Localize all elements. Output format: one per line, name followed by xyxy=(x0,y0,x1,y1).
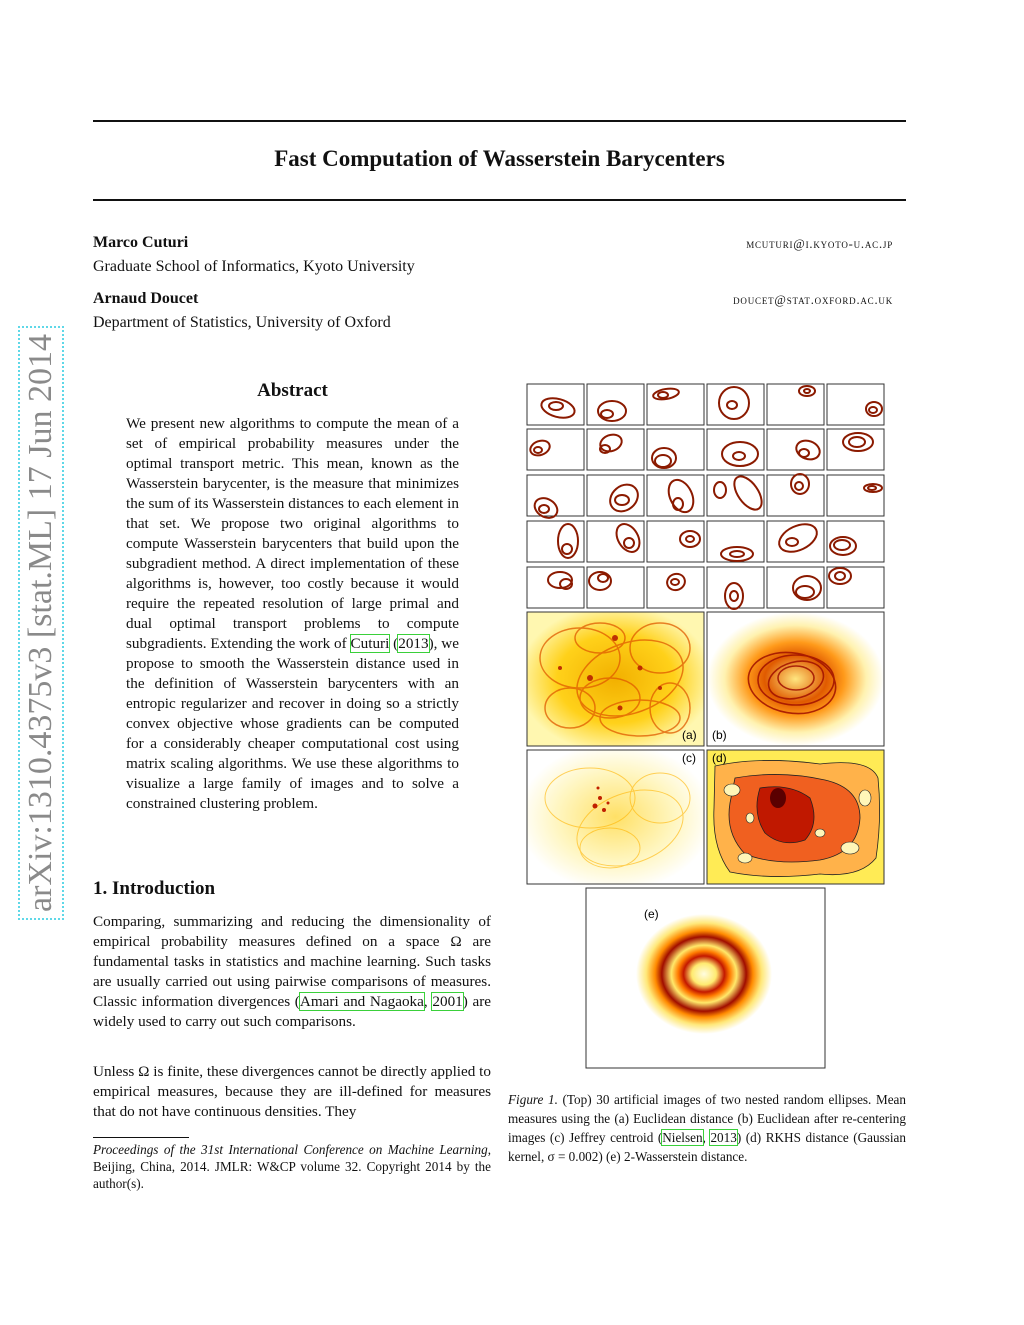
author-email-1[interactable]: mcuturi@i.kyoto-u.ac.jp xyxy=(746,237,893,251)
figure-1 xyxy=(520,378,900,1078)
thumbnail-17 xyxy=(767,475,824,516)
thumbnail-2 xyxy=(587,384,644,425)
panel-e-wasserstein-barycenter xyxy=(586,888,825,1068)
panel-label-a: (a) xyxy=(682,728,697,742)
citation-year-link[interactable]: 2013 xyxy=(710,1130,737,1145)
paper-title: Fast Computation of Wasserstein Barycenters xyxy=(274,146,725,171)
figure-caption: Figure 1. (Top) 30 artificial images of two nested random ellipses. Mean measures using the (a) Euclidean distance (b) Euclidean after re-centering images (c) Jeffrey centroid (Nielsen, 2013) (d) RKHS distance (Gaussian kernel, σ = 0.002) (e) 2-Wasserstein distance. xyxy=(508,1092,907,1164)
intro-paragraph-2: Unless Ω is finite, these divergences cannot be directly applied to empirical measures, because they are ill-defined for measures that do not have continuous densities. They xyxy=(93,1063,491,1120)
author-name-2: Arnaud Doucet xyxy=(93,290,199,307)
panel-label-d: (d) xyxy=(712,751,727,765)
thumbnail-grid xyxy=(527,384,884,608)
author-name-1: Marco Cuturi xyxy=(93,234,189,251)
citation-year-link[interactable]: 2013 xyxy=(398,635,429,652)
thumbnail-6 xyxy=(827,384,884,425)
citation-link[interactable]: Cuturi xyxy=(350,635,390,652)
footnote-rule xyxy=(93,1137,189,1138)
abstract-text: We present new algorithms to compute the mean of a set of empirical probability measures under the optimal transport metric. This mean, known as the Wasserstein barycenter, is the measure that minimizes the sum of its Wasserstein distances to each element in that set. We propose two original algorithms to compute Wasserstein barycenters that build upon the subgradient method. A direct implementation of these algorithms is, however, too costly because it would require the repeated resolution of large primal and dual optimal transport problems to compute subgradients. Extending the work of Cuturi (2013), we propose to smooth the Wasserstein distance used in the definition of Wasserstein barycenters with an entropic regularizer and recover in doing so a strictly convex objective whose gradients can be computed for a considerably cheaper computational cost using matrix scaling algorithms. We use these algorithms to visualize a large family of images and to solve a constrained clustering problem. xyxy=(126,415,459,812)
section-heading: 1. Introduction xyxy=(93,878,216,899)
panel-label-c: (c) xyxy=(682,751,696,765)
footnote: Proceedings of the 31st International Conference on Machine Learning, Beijing, China, 2014. JMLR: W&CP volume 32. Copyright 2014 by the author(s). xyxy=(93,1142,491,1191)
abstract-heading: Abstract xyxy=(257,380,328,401)
citation-link[interactable]: Amari and Nagaoka xyxy=(299,993,424,1010)
title-rule xyxy=(93,199,906,201)
panel-c-jeffrey-centroid xyxy=(527,750,704,884)
thumbnail-19 xyxy=(527,521,584,562)
thumbnail-28 xyxy=(707,567,764,608)
thumbnail-22 xyxy=(707,521,764,562)
panel-a-euclidean-mean xyxy=(527,612,704,746)
top-rule xyxy=(93,120,906,122)
panel-label-b: (b) xyxy=(712,728,727,742)
thumbnail-10 xyxy=(707,429,764,470)
author-email-2[interactable]: doucet@stat.oxford.ac.uk xyxy=(733,293,893,307)
author-affiliation-1: Graduate School of Informatics, Kyoto University xyxy=(93,258,415,275)
panel-label-e: (e) xyxy=(644,907,659,921)
citation-year-link[interactable]: 2001 xyxy=(432,993,463,1010)
thumbnail-21 xyxy=(647,521,704,562)
thumbnail-29 xyxy=(767,567,824,608)
arxiv-stamp[interactable]: arXiv:1310.4375v3 [stat.ML] 17 Jun 2014 xyxy=(22,330,60,916)
thumbnail-20 xyxy=(587,521,644,562)
thumbnail-12 xyxy=(827,429,884,470)
thumbnail-7 xyxy=(527,429,584,470)
citation-link[interactable]: Nielsen xyxy=(662,1130,703,1145)
thumbnail-18 xyxy=(827,475,884,516)
panel-d-rkhs-mean xyxy=(707,750,884,884)
author-affiliation-2: Department of Statistics, University of Oxford xyxy=(93,314,391,331)
intro-paragraph-1: Comparing, summarizing and reducing the dimensionality of empirical probability measures defined on a space Ω are fundamental tasks in statistics and machine learning. Such tasks are usually carried out using pairwise comparisons of measures. Classic information divergences (Amari and Nagaoka, 2001) are widely used to carry out such comparisons. xyxy=(93,913,492,1030)
thumbnail-1 xyxy=(527,384,584,425)
panel-b-recentered-euclidean-mean xyxy=(707,612,884,746)
